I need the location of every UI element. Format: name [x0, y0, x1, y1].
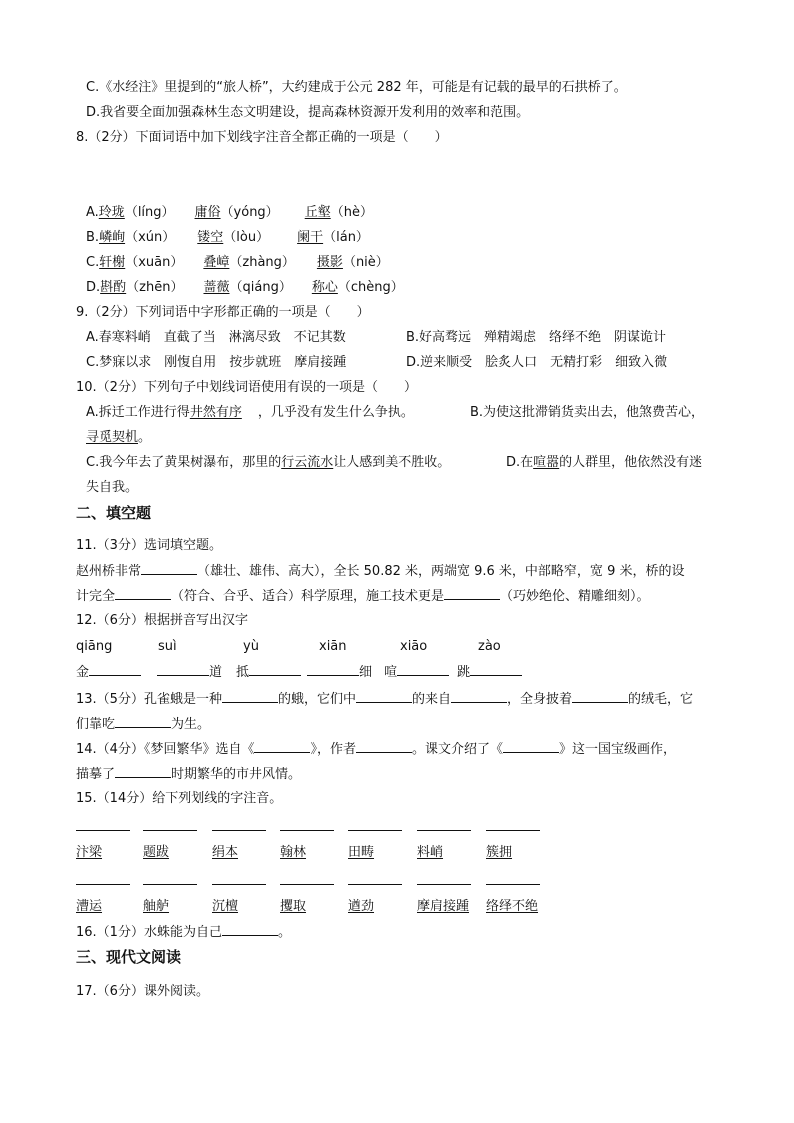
q10-option-d-cont: 失自我。 — [86, 480, 139, 495]
q11-stem: 11.（3分）选词填空题。 — [76, 538, 222, 553]
q15-word: 田畴 — [348, 845, 375, 860]
section-fill-in-title: 二、填空题 — [76, 504, 152, 522]
q15-word: 漕运 — [76, 899, 103, 914]
q15-word: 汴梁 — [76, 845, 103, 860]
q8-option-b: B.嶙峋（xún） 镂空（lòu） 阑干（lán） — [86, 230, 369, 245]
q10-option-c: C.我今年去了黄果树瀑布，那里的行云流水让人感到美不胜收。 — [86, 455, 451, 470]
q15-answer-line — [212, 830, 266, 831]
q10-option-b-cont: 寻觅契机。 — [86, 430, 152, 445]
q15-answer-line — [417, 830, 471, 831]
q12-pinyin-2: suì — [158, 639, 177, 654]
q15-word: 料峭 — [417, 845, 444, 860]
q15-word: 翰林 — [280, 845, 307, 860]
q9-option-d: D.逆来顺受 脍炙人口 无精打彩 细致入微 — [406, 355, 668, 370]
q14-line1: 14.（4分）《梦回繁华》选自《 》，作者 。课文介绍了《 》这一国宝级画作， — [76, 742, 676, 757]
q9-option-a: A.春寒料峭 直截了当 淋漓尽致 不记其数 — [86, 330, 346, 345]
q15-answer-line — [280, 884, 334, 885]
q12-pinyin-4: xiān — [319, 639, 347, 654]
q15-answer-line — [212, 884, 266, 885]
q10-stem: 10.（2分）下列句子中划线词语使用有误的一项是（ ） — [76, 380, 417, 395]
q12-pinyin-5: xiāo — [400, 639, 428, 654]
q11-line2: 计完全 （符合、合乎、适合）科学原理，施工技术更是 （巧妙绝伦、精雕细刻）。 — [76, 589, 650, 604]
q15-word: 绢本 — [212, 845, 239, 860]
q10-option-a: A.拆迁工作进行得井然有序 ，几乎没有发生什么争执。 — [86, 405, 414, 420]
q12-pinyin-1: qiāng — [76, 639, 113, 654]
q15-answer-line — [417, 884, 471, 885]
q7-option-d: D.我省要全面加强森林生态文明建设，提高森林资源开发利用的效率和范围。 — [86, 105, 530, 120]
q13-line1: 13.（5分）孔雀蛾是一种 的蛾，它们中 的来自 ，全身披着 的绒毛，它 — [76, 692, 694, 707]
q15-answer-line — [143, 884, 197, 885]
q15-answer-line — [280, 830, 334, 831]
q14-line2: 描摹了 时期繁华的市井风情。 — [76, 767, 302, 782]
q8-option-d: D.斟酌（zhēn） 蔷薇（qiáng） 称心（chèng） — [86, 280, 404, 295]
q12-blanks: 金 道 抵 细 喧 跳 — [76, 663, 522, 682]
q11-line1: 赵州桥非常 （雄壮、雄伟、高大），全长 50.82 米，两端宽 9.6 米，中部略窄，宽 9 米，桥的设 — [76, 564, 685, 579]
q8-option-a: A.玲珑（líng） 庸俗（yóng） 丘壑（hè） — [86, 205, 373, 220]
q15-word: 攫取 — [280, 899, 307, 914]
q16-line: 16.（1分）水蛛能为自己 。 — [76, 925, 291, 940]
q8-stem: 8.（2分）下面词语中加下划线字注音全都正确的一项是（ ） — [76, 130, 448, 145]
q15-word: 络绎不绝 — [486, 899, 539, 914]
q15-answer-line — [348, 884, 402, 885]
q15-word: 摩肩接踵 — [417, 899, 470, 914]
q15-stem: 15.（14分）给下列划线的字注音。 — [76, 791, 283, 806]
q15-word: 簇拥 — [486, 845, 513, 860]
q9-option-c: C.梦寐以求 刚愎自用 按步就班 摩肩接踵 — [86, 355, 347, 370]
q15-word: 舳舻 — [143, 899, 170, 914]
q15-answer-line — [76, 830, 130, 831]
q10-option-b: B.为使这批滞销货卖出去，他煞费苦心， — [470, 405, 705, 420]
q8-option-c: C.轩榭（xuān） 叠嶂（zhàng） 摄影（niè） — [86, 255, 389, 270]
q13-line2: 们靠吃 为生。 — [76, 717, 211, 732]
q12-stem: 12.（6分）根据拼音写出汉字 — [76, 613, 248, 628]
q15-answer-line — [348, 830, 402, 831]
q15-word: 题跋 — [143, 845, 170, 860]
q17-stem: 17.（6分）课外阅读。 — [76, 984, 209, 999]
q7-option-c: C.《水经注》里提到的“旅人桥”，大约建成于公元 282 年，可能是有记载的最早的石拱桥了。 — [86, 80, 627, 95]
q15-word: 遒劲 — [348, 899, 375, 914]
q12-pinyin-3: yù — [243, 639, 259, 654]
q15-answer-line — [143, 830, 197, 831]
q15-answer-line — [486, 830, 540, 831]
q15-word: 沉檀 — [212, 899, 239, 914]
q15-answer-line — [486, 884, 540, 885]
q9-stem: 9.（2分）下列词语中字形都正确的一项是（ ） — [76, 305, 370, 320]
q10-option-d: D.在喧嚣的人群里，他依然没有迷 — [506, 455, 703, 470]
q12-pinyin-6: zào — [478, 639, 501, 654]
q9-option-b: B.好高骛远 殚精竭虑 络绎不绝 阴谋诡计 — [406, 330, 667, 345]
q15-answer-line — [76, 884, 130, 885]
section-reading-title: 三、现代文阅读 — [76, 948, 182, 966]
